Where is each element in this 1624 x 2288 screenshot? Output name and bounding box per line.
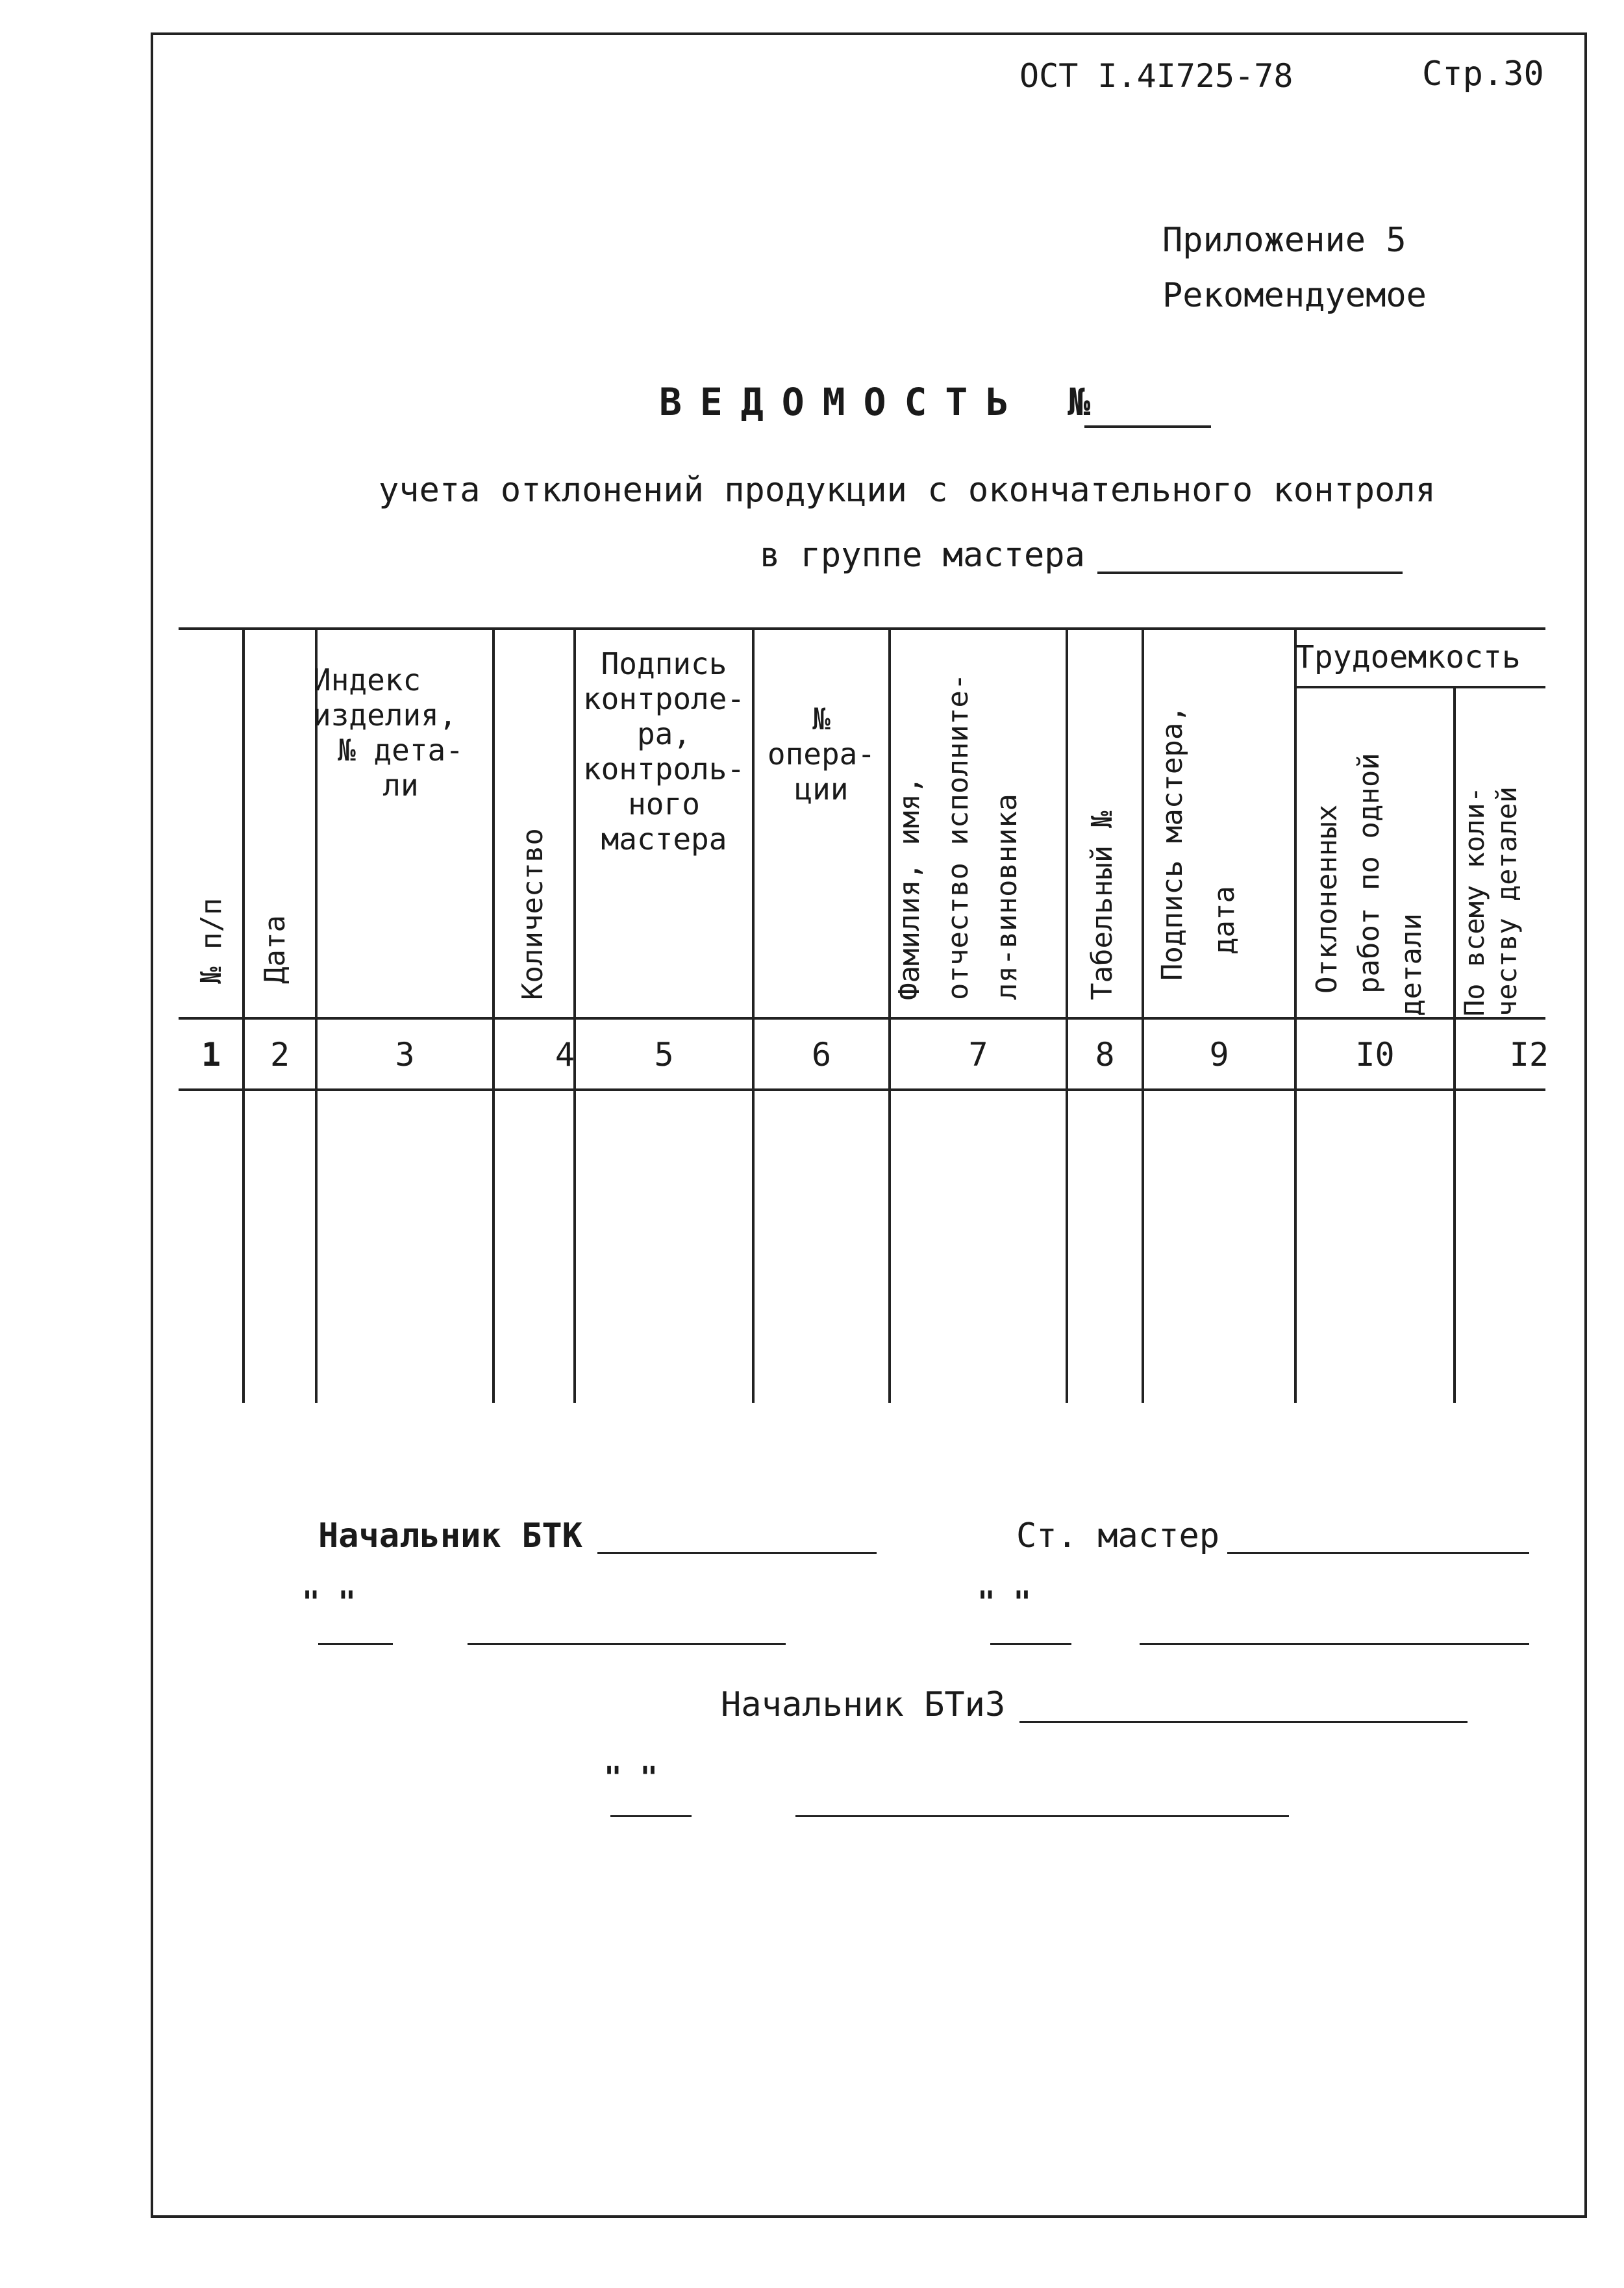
col-header-master-signature-line2: дата bbox=[1208, 886, 1241, 955]
col-header-controller-signature bbox=[575, 646, 753, 857]
appendix-number: Приложение 5 bbox=[1162, 221, 1406, 260]
btk-day-line bbox=[318, 1643, 393, 1645]
senior-master-month-year-line bbox=[1140, 1643, 1529, 1645]
col-header-total-line2: честву деталей bbox=[1491, 786, 1523, 1016]
col-header-item-index-line3: № дета- bbox=[338, 733, 464, 768]
col-number-2: 2 bbox=[269, 1036, 290, 1074]
senior-master-day-line bbox=[990, 1643, 1071, 1645]
col-header-controller-line3: ра, bbox=[636, 716, 692, 751]
col-header-total-line1: По всему коли- bbox=[1458, 786, 1490, 1016]
col-header-per-detail-line3: детали bbox=[1395, 913, 1428, 1016]
col-group-header-labor: Трудоемкость bbox=[1295, 639, 1521, 675]
btiz-chief-label: Начальник БТиЗ bbox=[721, 1685, 1006, 1724]
senior-master-date-quotes: " " bbox=[977, 1585, 1032, 1620]
col-header-row-number: № п/п bbox=[195, 898, 228, 984]
col-header-controller-line4: контроль- bbox=[582, 751, 745, 786]
appendix-status: Рекомендуемое bbox=[1162, 276, 1427, 315]
col-number-10: I0 bbox=[1355, 1036, 1395, 1074]
senior-master-signature-line bbox=[1227, 1552, 1529, 1554]
col-header-personnel-number: Табельный № bbox=[1086, 811, 1119, 1000]
col-header-operation-line3: ции bbox=[794, 772, 849, 807]
btk-month-year-line bbox=[468, 1643, 786, 1645]
col-number-5: 5 bbox=[654, 1036, 674, 1074]
btk-date-quotes: " " bbox=[302, 1585, 356, 1620]
master-group-label: в группе мастера bbox=[760, 536, 1085, 575]
col-header-person-line1: Фамилия, имя, bbox=[893, 776, 926, 1000]
col-header-operation bbox=[753, 701, 890, 807]
col-header-controller-line6: мастера bbox=[601, 822, 727, 857]
document-subtitle: учета отклонений продукции с окончательного контроля bbox=[379, 471, 1436, 510]
col-header-item-index-line2: изделия, bbox=[313, 698, 457, 733]
btiz-month-year-line bbox=[795, 1815, 1289, 1817]
col-header-quantity: Количество bbox=[516, 828, 549, 1000]
col-header-item-index-line4: ли bbox=[382, 768, 419, 803]
col-number-7: 7 bbox=[968, 1036, 988, 1074]
col-number-12: I2 bbox=[1509, 1036, 1549, 1074]
col-number-4: 4 bbox=[555, 1036, 575, 1074]
btiz-chief-signature-line bbox=[1019, 1721, 1468, 1723]
col-header-controller-line1: Подпись bbox=[601, 646, 727, 681]
col-number-8: 8 bbox=[1095, 1036, 1115, 1074]
col-header-person-line2: отчество исполните- bbox=[942, 673, 975, 1000]
btk-chief-label: Начальник БТК bbox=[318, 1516, 582, 1555]
col-number-6: 6 bbox=[811, 1036, 832, 1074]
document-title: ВЕДОМОСТЬ № bbox=[659, 380, 1109, 424]
col-number-9: 9 bbox=[1209, 1036, 1229, 1074]
page-number: Стр.30 bbox=[1422, 55, 1544, 94]
col-number-3: 3 bbox=[395, 1036, 415, 1074]
col-header-controller-line5: ного bbox=[628, 786, 700, 822]
col-header-item-index bbox=[313, 662, 488, 803]
senior-master-label: Ст. мастер bbox=[1016, 1516, 1220, 1555]
col-header-operation-line1: № bbox=[812, 701, 831, 736]
col-header-operation-line2: опера- bbox=[767, 736, 876, 772]
col-header-date: Дата bbox=[258, 915, 292, 984]
btk-chief-signature-line bbox=[597, 1552, 877, 1554]
btiz-day-line bbox=[610, 1815, 692, 1817]
col-header-controller-line2: контроле- bbox=[582, 681, 745, 716]
col-header-person-line3: ля-виновника bbox=[990, 794, 1023, 1000]
col-header-master-signature-line1: Подпись мастера, bbox=[1156, 705, 1189, 981]
col-header-item-index-line1: Индекс bbox=[313, 662, 421, 698]
col-header-per-detail-line1: Отклоненных bbox=[1310, 804, 1343, 994]
document-code: ОСТ I.4I725-78 bbox=[1019, 57, 1293, 95]
col-number-1: 1 bbox=[201, 1036, 221, 1074]
col-header-per-detail-line2: работ по одной bbox=[1353, 753, 1386, 994]
btiz-date-quotes: " " bbox=[604, 1760, 658, 1795]
